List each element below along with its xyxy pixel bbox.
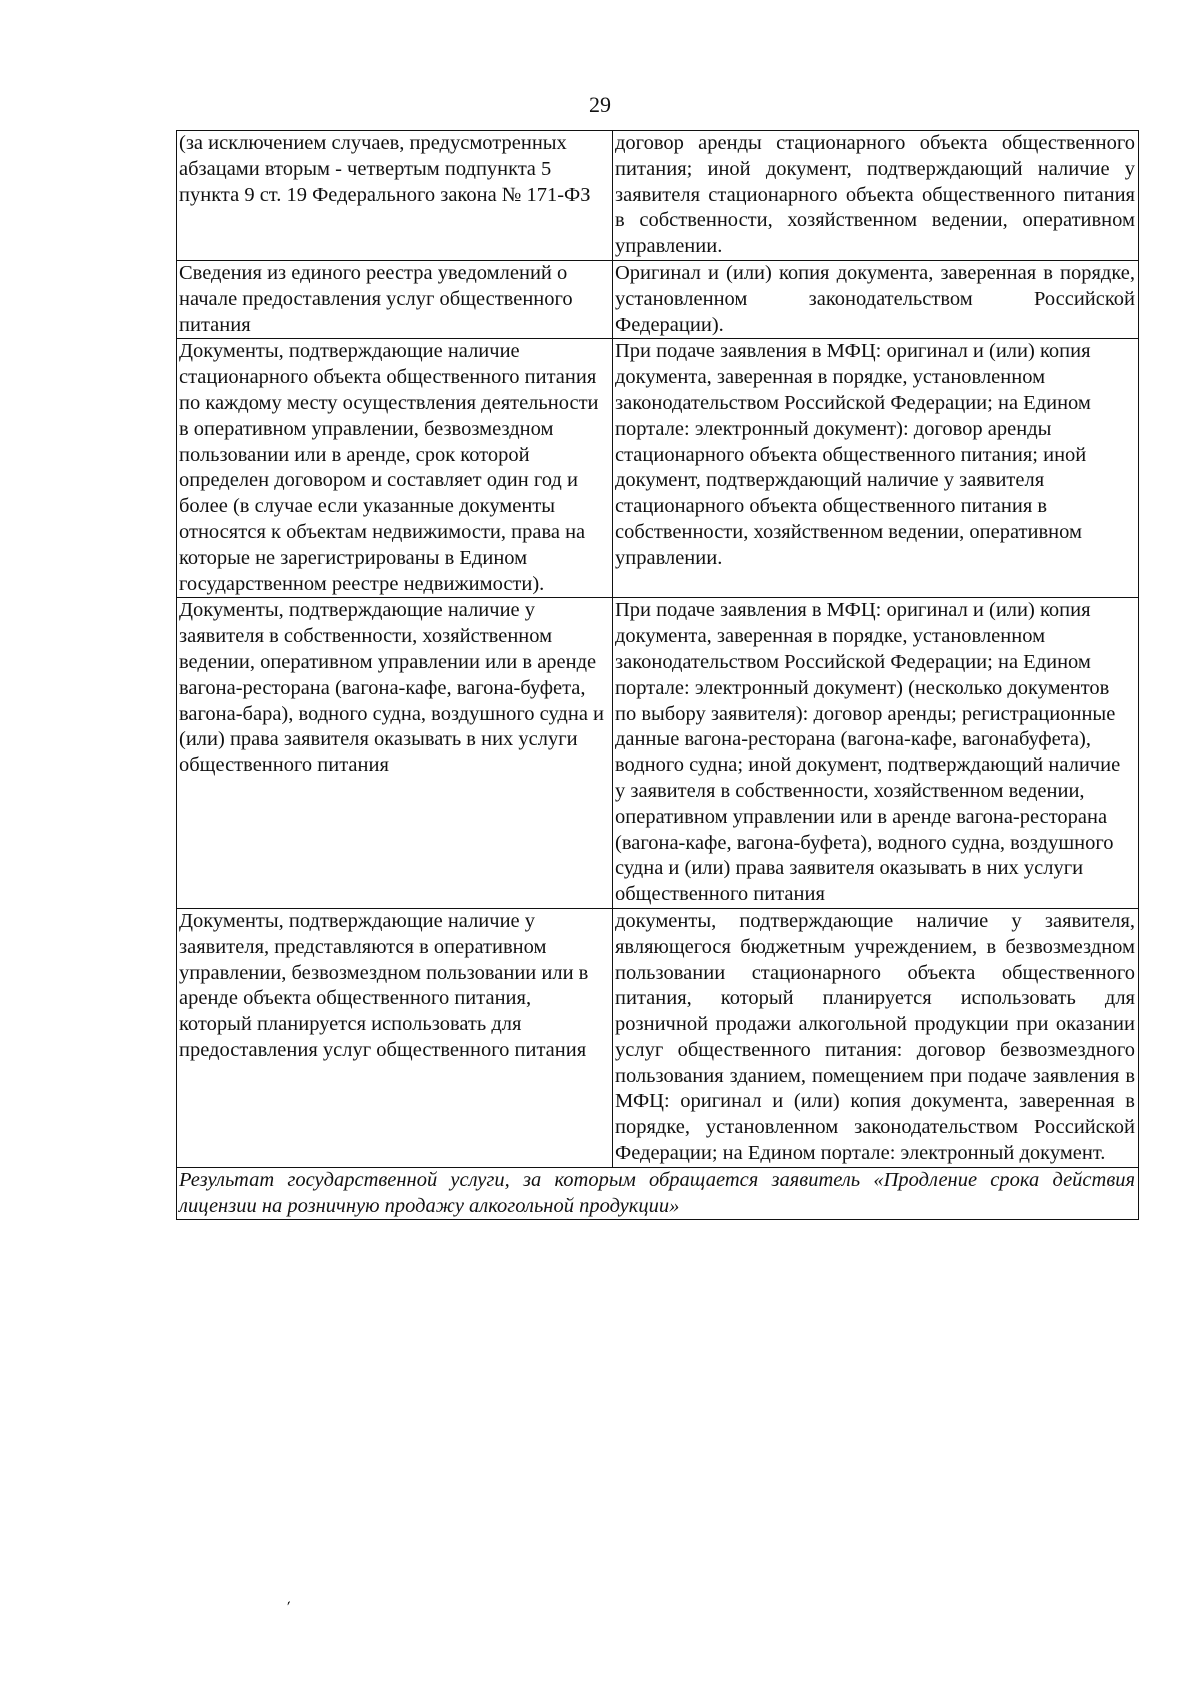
table-row [177, 260, 1139, 338]
row-1-left-cell: (за исключением случаев, предусмотренных абзацами вторым - четвертым подпунктa 5 пункта 9 ст. 19 Федерального закона № 171-ФЗ [177, 131, 613, 261]
table-row [177, 598, 1139, 909]
row-2-left-cell: Сведения из единого реестра уведомлений о начале предоставления услуг общественного питания [177, 260, 613, 338]
page-number: 29 [589, 92, 611, 117]
row-1-right-cell: договор аренды стационарного объекта общественного питания; иной документ, подтверждающий наличие у заявителя стационарного объекта общественного питания в собственности, хозяйственном ведении, оперативном управлении. [613, 131, 1139, 261]
row-5-right-cell: документы, подтверждающие наличие у заявителя, являющегося бюджетным учреждением, в безвозмездном пользовании стационарного объекта общественного питания, который планируется использовать для розничной продажи алкогольной продукции при оказании услуг общественного питания: договор безвозмездного пользования зданием, помещением при подаче заявления в МФЦ: оригинал и (или) копия документа, заверенная в порядке, установленном законодательством Российской Федерации; на Едином портале: электронный документ. [613, 908, 1139, 1167]
row-3-left-cell: Документы, подтверждающие наличие стационарного объекта общественного питания по каждому месту осуществления деятельности в оперативном управлении, безвозмездном пользовании или в аренде, срок которой определен договором и составляет один год и более (в случае если указанные документы относятся к объектам недвижимости, права на которые не зарегистрированы в Едином государственном реестре недвижимости). [177, 339, 613, 598]
result-heading: Результат государственной услуги, за которым обращается заявитель «Продление срока действия лицензии на розничную продажу алкогольной продукции» [177, 1167, 1139, 1220]
table-row [177, 339, 1139, 598]
scan-mark: ˊ [283, 1597, 298, 1619]
row-2-right-cell: Оригинал и (или) копия документа, заверенная в порядке, установленном законодательством Российской Федерации). [613, 260, 1139, 338]
documents-table [176, 130, 1139, 1220]
row-4-left-cell: Документы, подтверждающие наличие у заявителя в собственности, хозяйственном ведении, оперативном управлении или в аренде вагона-ресторана (вагона-кафе, вагона-буфета, вагона-бара), водного судна, воздушного судна и (или) права заявителя оказывать в них услуги общественного питания [177, 598, 613, 909]
table-row [177, 1167, 1139, 1220]
table-row [177, 131, 1139, 261]
row-4-right-cell: При подаче заявления в МФЦ: оригинал и (или) копия документа, заверенная в порядке, установленном законодательством Российской Федерации; на Едином портале: электронный документ) (несколько документов по выбору заявителя): договор аренды; регистрационные данные вагона-ресторана (вагона-кафе, вагонабуфета), водного судна; иной документ, подтверждающий наличие у заявителя в собственности, хозяйственном ведении, оперативном управлении или в аренде вагона-ресторана (вагона-кафе, вагона-буфета), водного судна, воздушного судна и (или) права заявителя оказывать в них услуги общественного питания [613, 598, 1139, 909]
table-row [177, 908, 1139, 1167]
row-3-right-cell: При подаче заявления в МФЦ: оригинал и (или) копия документа, заверенная в порядке, установленном законодательством Российской Федерации; на Едином портале: электронный документ): договор аренды стационарного объекта общественного питания; иной документ, подтверждающий наличие у заявителя стационарного объекта общественного питания в собственности, хозяйственном ведении, оперативном управлении. [613, 339, 1139, 598]
row-5-left-cell: Документы, подтверждающие наличие у заявителя, представляются в оперативном управлении, безвозмездном пользовании или в аренде объекта общественного питания, который планируется использовать для предоставления услуг общественного питания [177, 908, 613, 1167]
